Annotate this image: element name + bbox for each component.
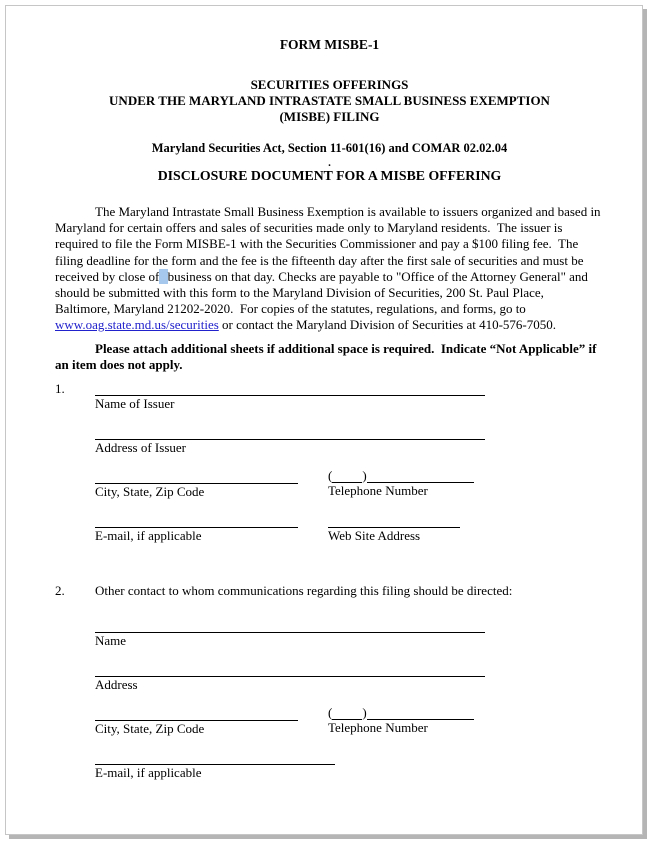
intro-text: Maryland for certain offers and sales of securities made only to Maryland residents. The issuer is: [55, 220, 563, 236]
intro-paragraph: [55, 204, 604, 334]
intro-text: required to file the Form MISBE-1 with the Securities Commissioner and pay a $100 filing fee. The: [55, 236, 579, 252]
form-title: FORM MISBE-1: [279, 37, 380, 52]
item-1-phone-label: Telephone Number: [328, 482, 428, 498]
contact-name-label: Name: [95, 632, 127, 648]
contact-address-label: Address: [95, 676, 138, 692]
contact-address-field: [95, 662, 604, 693]
item-1-city-field: [95, 469, 328, 500]
item-1-number: 1.: [55, 380, 65, 396]
intro-text: should be submitted with this form to the Maryland Division of Securities, 200 St. Paul Place,: [55, 285, 544, 301]
item-1-phone-open-paren: (: [328, 467, 333, 483]
attachment-note-line1: Please attach additional sheets if additional space is required. Indicate “Not Applicable” if: [95, 340, 597, 356]
item-2-phone-label: Telephone Number: [328, 719, 428, 735]
contact-name-field: [95, 618, 604, 649]
name-of-issuer-blank-line: [95, 381, 485, 396]
item-1-website-label: Web Site Address: [328, 527, 421, 543]
address-of-issuer-field: [95, 425, 604, 456]
item-2: [55, 583, 604, 781]
address-of-issuer-blank-line: [95, 425, 485, 440]
offering-title-line1: SECURITIES OFFERINGS: [250, 77, 409, 92]
item-1-city-label: City, State, Zip Code: [95, 483, 205, 499]
item-2-phone-blank-line: [328, 706, 604, 720]
page-content: [6, 6, 642, 781]
item-2-city-phone-row: [95, 706, 604, 737]
item-2-fields: [95, 618, 604, 781]
intro-line: [55, 220, 604, 236]
item-1-phone-field: [328, 469, 604, 500]
document-page: [5, 5, 643, 835]
item-2-city-blank-line: [95, 706, 298, 721]
intro-text: or contact the Maryland Division of Securities at 410-576-7050.: [218, 317, 556, 333]
offering-title: [55, 77, 604, 125]
item-2-city-field: [95, 706, 328, 737]
address-of-issuer-label: Address of Issuer: [95, 439, 186, 455]
item-1: [55, 381, 604, 557]
offering-title-line2: UNDER THE MARYLAND INTRASTATE SMALL BUSINESS EXEMPTION: [109, 93, 550, 108]
name-of-issuer-label: Name of Issuer: [95, 395, 175, 411]
intro-line: [55, 285, 604, 301]
attachment-note: [55, 341, 604, 374]
oag-securities-link[interactable]: www.oag.state.md.us/securities: [55, 317, 219, 333]
item-2-phone-close-paren: ): [362, 704, 367, 720]
item-2-city-label: City, State, Zip Code: [95, 720, 205, 736]
intro-text: business on that day. Checks are payable to "Office of the Attorney General" and: [167, 268, 588, 284]
item-1-email-field: [95, 513, 328, 544]
intro-line: [55, 236, 604, 252]
item-2-phone-field: [328, 706, 604, 737]
text-selection-highlight: [159, 269, 167, 284]
name-of-issuer-field: [95, 381, 604, 412]
intro-text: The Maryland Intrastate Small Business Exemption is available to issuers organized and based in: [95, 204, 601, 219]
intro-line: [55, 317, 604, 333]
item-2-heading: Other contact to whom communications regarding this filing should be directed:: [95, 582, 513, 598]
item-1-website-blank-line: [328, 513, 460, 528]
intro-line: [55, 301, 604, 317]
act-reference: Maryland Securities Act, Section 11-601(16) and COMAR 02.02.04: [151, 141, 508, 155]
separator-dot: .: [328, 157, 331, 169]
item-2-email-field: [95, 750, 604, 781]
intro-line: [55, 204, 604, 220]
item-1-phone-blank-line: [328, 469, 604, 483]
intro-line: [55, 253, 604, 269]
document-title: DISCLOSURE DOCUMENT FOR A MISBE OFFERING: [157, 168, 502, 183]
contact-name-blank-line: [95, 618, 485, 633]
item-1-email-blank-line: [95, 513, 298, 528]
item-1-email-label: E-mail, if applicable: [95, 527, 202, 543]
attachment-note-line2: an item does not apply.: [55, 357, 183, 373]
item-1-city-blank-line: [95, 469, 298, 484]
item-1-phone-close-paren: ): [362, 467, 367, 483]
intro-text: Baltimore, Maryland 21202-2020. For copies of the statutes, regulations, and forms, go to: [55, 301, 526, 317]
item-1-city-phone-row: [95, 469, 604, 500]
item-1-email-web-row: [95, 513, 604, 544]
contact-address-blank-line: [95, 662, 485, 677]
offering-title-line3: (MISBE) FILING: [279, 109, 380, 124]
item-1-website-field: [328, 513, 604, 544]
item-2-number: 2.: [55, 582, 65, 598]
item-2-phone-open-paren: (: [328, 704, 333, 720]
intro-text: filing deadline for the form and the fee is the fifteenth day after the first sale of securities and must be: [55, 252, 584, 268]
item-2-email-label: E-mail, if applicable: [95, 764, 202, 780]
intro-text: received by close of: [55, 268, 160, 284]
item-2-email-blank-line: [95, 750, 335, 765]
intro-line: [55, 269, 604, 285]
